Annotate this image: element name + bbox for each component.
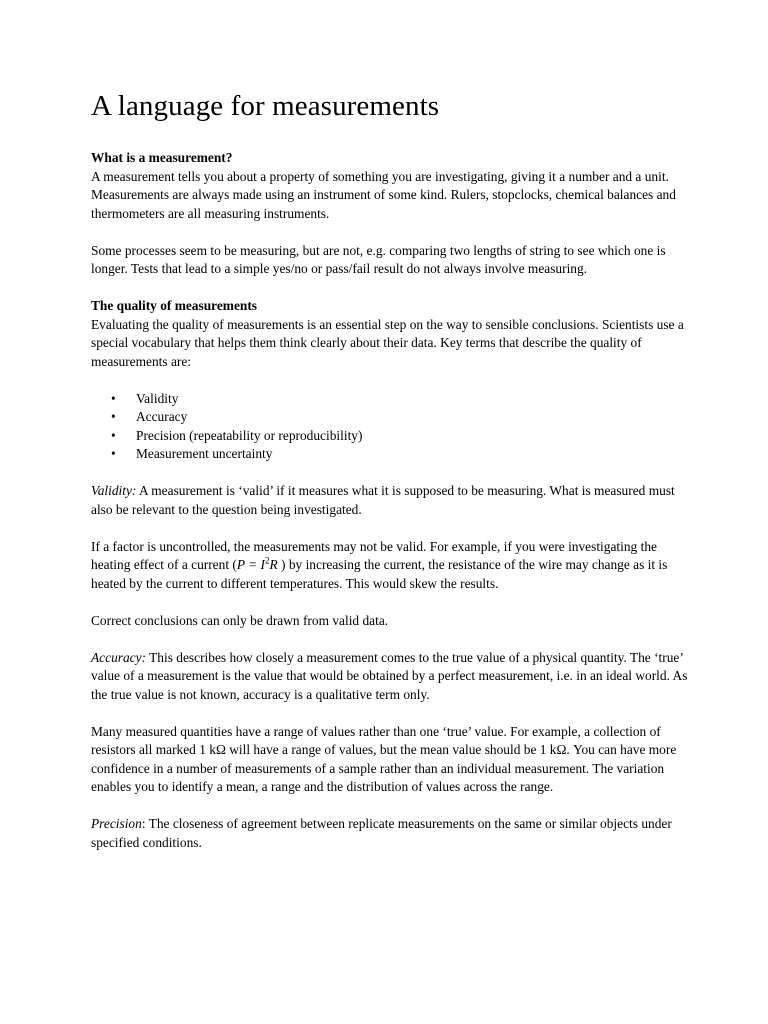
paragraph-text: If a factor is uncontrolled, the measurements may not be valid. For example, if you were investigating the heating effect of a current ( — [91, 538, 657, 572]
formula-left: P = I — [236, 557, 265, 572]
section-quality-of-measurements — [91, 297, 691, 371]
uncontrolled-factor-paragraph — [91, 538, 691, 594]
precision-paragraph — [91, 815, 691, 852]
page-title: A language for measurements — [91, 90, 440, 122]
list-item: • Validity — [91, 390, 691, 409]
paragraph-text: Evaluating the quality of measurements is an essential step on the way to sensible conclusions. Scientists use a special vocabulary that helps them think clearly about their data. Key terms that describe the quality of measurements are: — [91, 316, 684, 369]
key-terms-list — [91, 390, 691, 464]
list-item: • Accuracy — [91, 408, 691, 427]
list-item: • Measurement uncertainty — [91, 445, 691, 464]
paragraph — [91, 242, 691, 279]
list-item: • Precision (repeatability or reproducibility) — [91, 427, 691, 446]
precision-term: Precision — [91, 816, 142, 831]
paragraph-text: ) by increasing the current, the resistance of the wire may change as it is heated by the current to different temperatures. This would skew the results. — [91, 557, 668, 591]
formula-exponent: 2 — [265, 555, 270, 566]
paragraph-text: Some processes seem to be measuring, but are not, e.g. comparing two lengths of string to see which one is longer. Tests that lead to a simple yes/no or pass/fail result do not always involve measuring. — [91, 242, 666, 276]
validity-term: Validity: — [91, 483, 137, 498]
accuracy-term: Accuracy: — [91, 649, 147, 665]
paragraph-text: Many measured quantities have a range of values rather than one ‘true’ value. For example, a collection of resistors all marked 1 kΩ will have a range of values, but the mean value should be 1 kΩ. You can have more confidence in a number of measurements of a sample rather than an individual measurement. The variation enables you to identify a mean, a range and the distribution of values across the range. — [91, 723, 677, 794]
document-body — [91, 149, 691, 871]
paragraph-text: A measurement is ‘valid’ if it measures what it is supposed to be measuring. What is measured must also be relevant to the question being investigated. — [91, 483, 675, 517]
validity-paragraph — [91, 482, 691, 519]
formula-right: R — [269, 557, 278, 572]
paragraph-text: Correct conclusions can only be drawn from valid data. — [91, 612, 389, 628]
section-heading: The quality of measurements — [91, 298, 258, 313]
valid-data-paragraph — [91, 612, 691, 631]
section-what-is-measurement — [91, 149, 691, 223]
section-heading: What is a measurement? — [91, 150, 233, 165]
power-formula — [237, 557, 278, 572]
paragraph-text: A measurement tells you about a property of something you are investigating, giving it a number and a unit. Measurements are always made using an instrument of some kind. Rulers, stopclocks, chemical balances and thermometers are all measuring instruments. — [91, 168, 676, 221]
accuracy-paragraph — [91, 649, 691, 705]
range-of-values-paragraph — [91, 723, 691, 797]
paragraph-text: : The closeness of agreement between replicate measurements on the same or similar objects under specified conditions. — [91, 816, 672, 850]
paragraph-text: This describes how closely a measurement comes to the true value of a physical quantity. The ‘true’ value of a measurement is the value that would be obtained by a perfect measurement, i.e. in an ideal world. As the true value is not known, accuracy is a qualitative term only. — [91, 649, 688, 702]
